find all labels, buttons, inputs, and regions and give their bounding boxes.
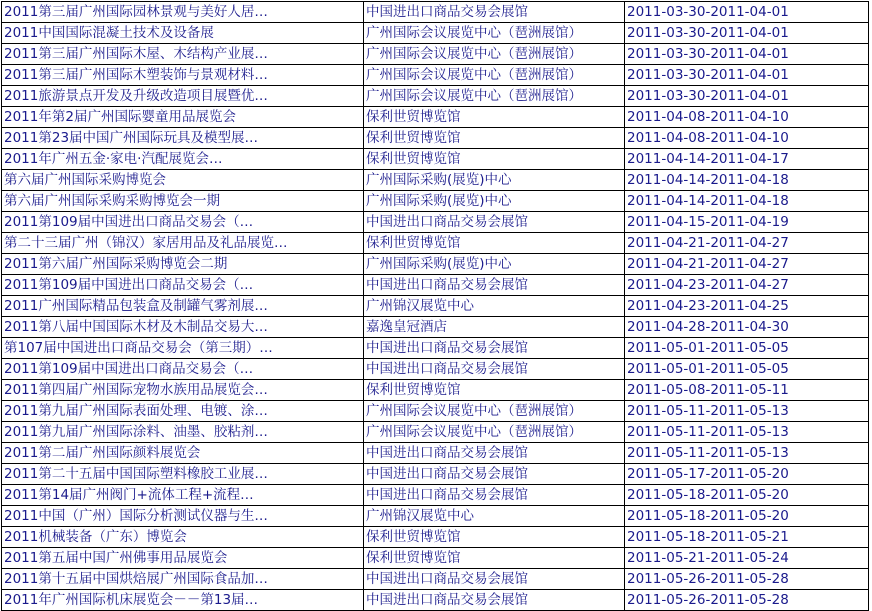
date-range-cell[interactable]: 2011-03-30-2011-04-01 [625, 86, 869, 107]
exhibition-name-cell[interactable]: 2011旅游景点开发及升级改造项目展暨优… [2, 86, 364, 107]
date-range-cell[interactable]: 2011-04-08-2011-04-10 [625, 128, 869, 149]
date-range-cell[interactable]: 2011-05-11-2011-05-13 [625, 443, 869, 464]
table-row [2, 65, 869, 86]
venue-cell[interactable]: 中国进出口商品交易会展馆 [364, 485, 625, 506]
exhibition-name-cell[interactable]: 2011第三届广州国际园林景观与美好人居… [2, 2, 364, 23]
date-range-cell[interactable]: 2011-05-18-2011-05-20 [625, 485, 869, 506]
exhibition-name-cell[interactable]: 第六届广州国际采购采购博览会一期 [2, 191, 364, 212]
venue-cell[interactable]: 中国进出口商品交易会展馆 [364, 464, 625, 485]
table-row [2, 233, 869, 254]
venue-cell[interactable]: 广州锦汉展览中心 [364, 506, 625, 527]
date-range-cell[interactable]: 2011-05-08-2011-05-11 [625, 380, 869, 401]
venue-cell[interactable]: 保利世贸博览馆 [364, 128, 625, 149]
date-range-cell[interactable]: 2011-05-18-2011-05-20 [625, 506, 869, 527]
exhibition-name-cell[interactable]: 2011第九届广州国际表面处理、电镀、涂… [2, 401, 364, 422]
date-range-cell[interactable]: 2011-05-21-2011-05-24 [625, 548, 869, 569]
table-row [2, 464, 869, 485]
table-row [2, 548, 869, 569]
venue-cell[interactable]: 嘉逸皇冠酒店 [364, 317, 625, 338]
table-row [2, 44, 869, 65]
venue-cell[interactable]: 广州国际会议展览中心（琶洲展馆） [364, 23, 625, 44]
exhibition-name-cell[interactable]: 2011第109届中国进出口商品交易会（… [2, 212, 364, 233]
exhibition-name-cell[interactable]: 2011第二届广州国际颜料展览会 [2, 443, 364, 464]
table-row [2, 401, 869, 422]
exhibition-name-cell[interactable]: 2011第八届中国国际木材及木制品交易大… [2, 317, 364, 338]
date-range-cell[interactable]: 2011-05-11-2011-05-13 [625, 401, 869, 422]
table-row [2, 359, 869, 380]
date-range-cell[interactable]: 2011-05-01-2011-05-05 [625, 359, 869, 380]
exhibition-name-cell[interactable]: 2011第109届中国进出口商品交易会（… [2, 359, 364, 380]
date-range-cell[interactable]: 2011-05-18-2011-05-21 [625, 527, 869, 548]
exhibition-name-cell[interactable]: 2011年第2届广州国际婴童用品展览会 [2, 107, 364, 128]
date-range-cell[interactable]: 2011-04-08-2011-04-10 [625, 107, 869, 128]
date-range-cell[interactable]: 2011-04-14-2011-04-18 [625, 191, 869, 212]
date-range-cell[interactable]: 2011-05-11-2011-05-13 [625, 422, 869, 443]
exhibition-name-cell[interactable]: 2011第四届广州国际宠物水族用品展览会… [2, 380, 364, 401]
date-range-cell[interactable]: 2011-03-30-2011-04-01 [625, 23, 869, 44]
venue-cell[interactable]: 中国进出口商品交易会展馆 [364, 338, 625, 359]
exhibition-name-cell[interactable]: 2011广州国际精品包装盒及制罐气雾剂展… [2, 296, 364, 317]
table-row [2, 443, 869, 464]
venue-cell[interactable]: 中国进出口商品交易会展馆 [364, 569, 625, 590]
venue-cell[interactable]: 中国进出口商品交易会展馆 [364, 590, 625, 611]
venue-cell[interactable]: 保利世贸博览馆 [364, 149, 625, 170]
table-row [2, 317, 869, 338]
table-row [2, 86, 869, 107]
table-row [2, 338, 869, 359]
venue-cell[interactable]: 广州国际会议展览中心（琶洲展馆） [364, 401, 625, 422]
exhibition-name-cell[interactable]: 2011年广州国际机床展览会－－第13届… [2, 590, 364, 611]
table-row [2, 590, 869, 611]
venue-cell[interactable]: 中国进出口商品交易会展馆 [364, 212, 625, 233]
exhibition-name-cell[interactable]: 第二十三届广州（锦汉）家居用品及礼品展览… [2, 233, 364, 254]
table-row [2, 296, 869, 317]
table-row [2, 107, 869, 128]
venue-cell[interactable]: 中国进出口商品交易会展馆 [364, 359, 625, 380]
venue-cell[interactable]: 广州国际采购(展览)中心 [364, 170, 625, 191]
table-row [2, 275, 869, 296]
table-row [2, 149, 869, 170]
table-row [2, 23, 869, 44]
date-range-cell[interactable]: 2011-04-15-2011-04-19 [625, 212, 869, 233]
table-row [2, 212, 869, 233]
date-range-cell[interactable]: 2011-04-23-2011-04-25 [625, 296, 869, 317]
date-range-cell[interactable]: 2011-05-01-2011-05-05 [625, 338, 869, 359]
exhibition-name-cell[interactable]: 2011第23届中国广州国际玩具及模型展… [2, 128, 364, 149]
exhibition-name-cell[interactable]: 第107届中国进出口商品交易会（第三期）… [2, 338, 364, 359]
venue-cell[interactable]: 广州国际采购(展览)中心 [364, 254, 625, 275]
date-range-cell[interactable]: 2011-04-21-2011-04-27 [625, 233, 869, 254]
venue-cell[interactable]: 中国进出口商品交易会展馆 [364, 275, 625, 296]
exhibition-schedule-table [1, 1, 869, 611]
exhibition-name-cell[interactable]: 2011第五届中国广州佛事用品展览会 [2, 548, 364, 569]
exhibition-name-cell[interactable]: 2011第九届广州国际涂料、油墨、胶粘剂… [2, 422, 364, 443]
venue-cell[interactable]: 保利世贸博览馆 [364, 107, 625, 128]
date-range-cell[interactable]: 2011-03-30-2011-04-01 [625, 2, 869, 23]
table-row [2, 128, 869, 149]
exhibition-name-cell[interactable]: 2011机械装备（广东）博览会 [2, 527, 364, 548]
table-row [2, 170, 869, 191]
table-body [2, 2, 869, 611]
date-range-cell[interactable]: 2011-05-17-2011-05-20 [625, 464, 869, 485]
exhibition-name-cell[interactable]: 2011中国（广州）国际分析测试仪器与生… [2, 506, 364, 527]
date-range-cell[interactable]: 2011-04-14-2011-04-18 [625, 170, 869, 191]
table-row [2, 569, 869, 590]
venue-cell[interactable]: 广州国际会议展览中心（琶洲展馆） [364, 422, 625, 443]
exhibition-name-cell[interactable]: 2011第三届广州国际木屋、木结构产业展… [2, 44, 364, 65]
date-range-cell[interactable]: 2011-05-26-2011-05-28 [625, 590, 869, 611]
venue-cell[interactable]: 广州国际会议展览中心（琶洲展馆） [364, 65, 625, 86]
date-range-cell[interactable]: 2011-05-26-2011-05-28 [625, 569, 869, 590]
table-row [2, 527, 869, 548]
venue-cell[interactable]: 保利世贸博览馆 [364, 233, 625, 254]
venue-cell[interactable]: 保利世贸博览馆 [364, 380, 625, 401]
exhibition-name-cell[interactable]: 2011第六届广州国际采购博览会二期 [2, 254, 364, 275]
exhibition-name-cell[interactable]: 第六届广州国际采购博览会 [2, 170, 364, 191]
table-row [2, 422, 869, 443]
table-row [2, 191, 869, 212]
table-row [2, 506, 869, 527]
exhibition-name-cell[interactable]: 2011年广州五金·家电·汽配展览会… [2, 149, 364, 170]
date-range-cell[interactable]: 2011-03-30-2011-04-01 [625, 65, 869, 86]
table-row [2, 485, 869, 506]
exhibition-name-cell[interactable]: 2011第109届中国进出口商品交易会（… [2, 275, 364, 296]
date-range-cell[interactable]: 2011-04-14-2011-04-17 [625, 149, 869, 170]
venue-cell[interactable]: 中国进出口商品交易会展馆 [364, 2, 625, 23]
date-range-cell[interactable]: 2011-04-28-2011-04-30 [625, 317, 869, 338]
table-row [2, 380, 869, 401]
venue-cell[interactable]: 中国进出口商品交易会展馆 [364, 443, 625, 464]
exhibition-name-cell[interactable]: 2011第三届广州国际木塑装饰与景观材料… [2, 65, 364, 86]
venue-cell[interactable]: 广州国际采购(展览)中心 [364, 191, 625, 212]
venue-cell[interactable]: 广州锦汉展览中心 [364, 296, 625, 317]
exhibition-name-cell[interactable]: 2011第14届广州阀门+流体工程+流程… [2, 485, 364, 506]
date-range-cell[interactable]: 2011-04-23-2011-04-27 [625, 275, 869, 296]
venue-cell[interactable]: 广州国际会议展览中心（琶洲展馆） [364, 44, 625, 65]
exhibition-name-cell[interactable]: 2011第二十五届中国国际塑料橡胶工业展… [2, 464, 364, 485]
date-range-cell[interactable]: 2011-03-30-2011-04-01 [625, 44, 869, 65]
venue-cell[interactable]: 保利世贸博览馆 [364, 548, 625, 569]
venue-cell[interactable]: 广州国际会议展览中心（琶洲展馆） [364, 86, 625, 107]
venue-cell[interactable]: 保利世贸博览馆 [364, 527, 625, 548]
date-range-cell[interactable]: 2011-04-21-2011-04-27 [625, 254, 869, 275]
exhibition-name-cell[interactable]: 2011第十五届中国烘焙展广州国际食品加… [2, 569, 364, 590]
table-row [2, 254, 869, 275]
table-row [2, 2, 869, 23]
exhibition-name-cell[interactable]: 2011中国国际混凝土技术及设备展 [2, 23, 364, 44]
